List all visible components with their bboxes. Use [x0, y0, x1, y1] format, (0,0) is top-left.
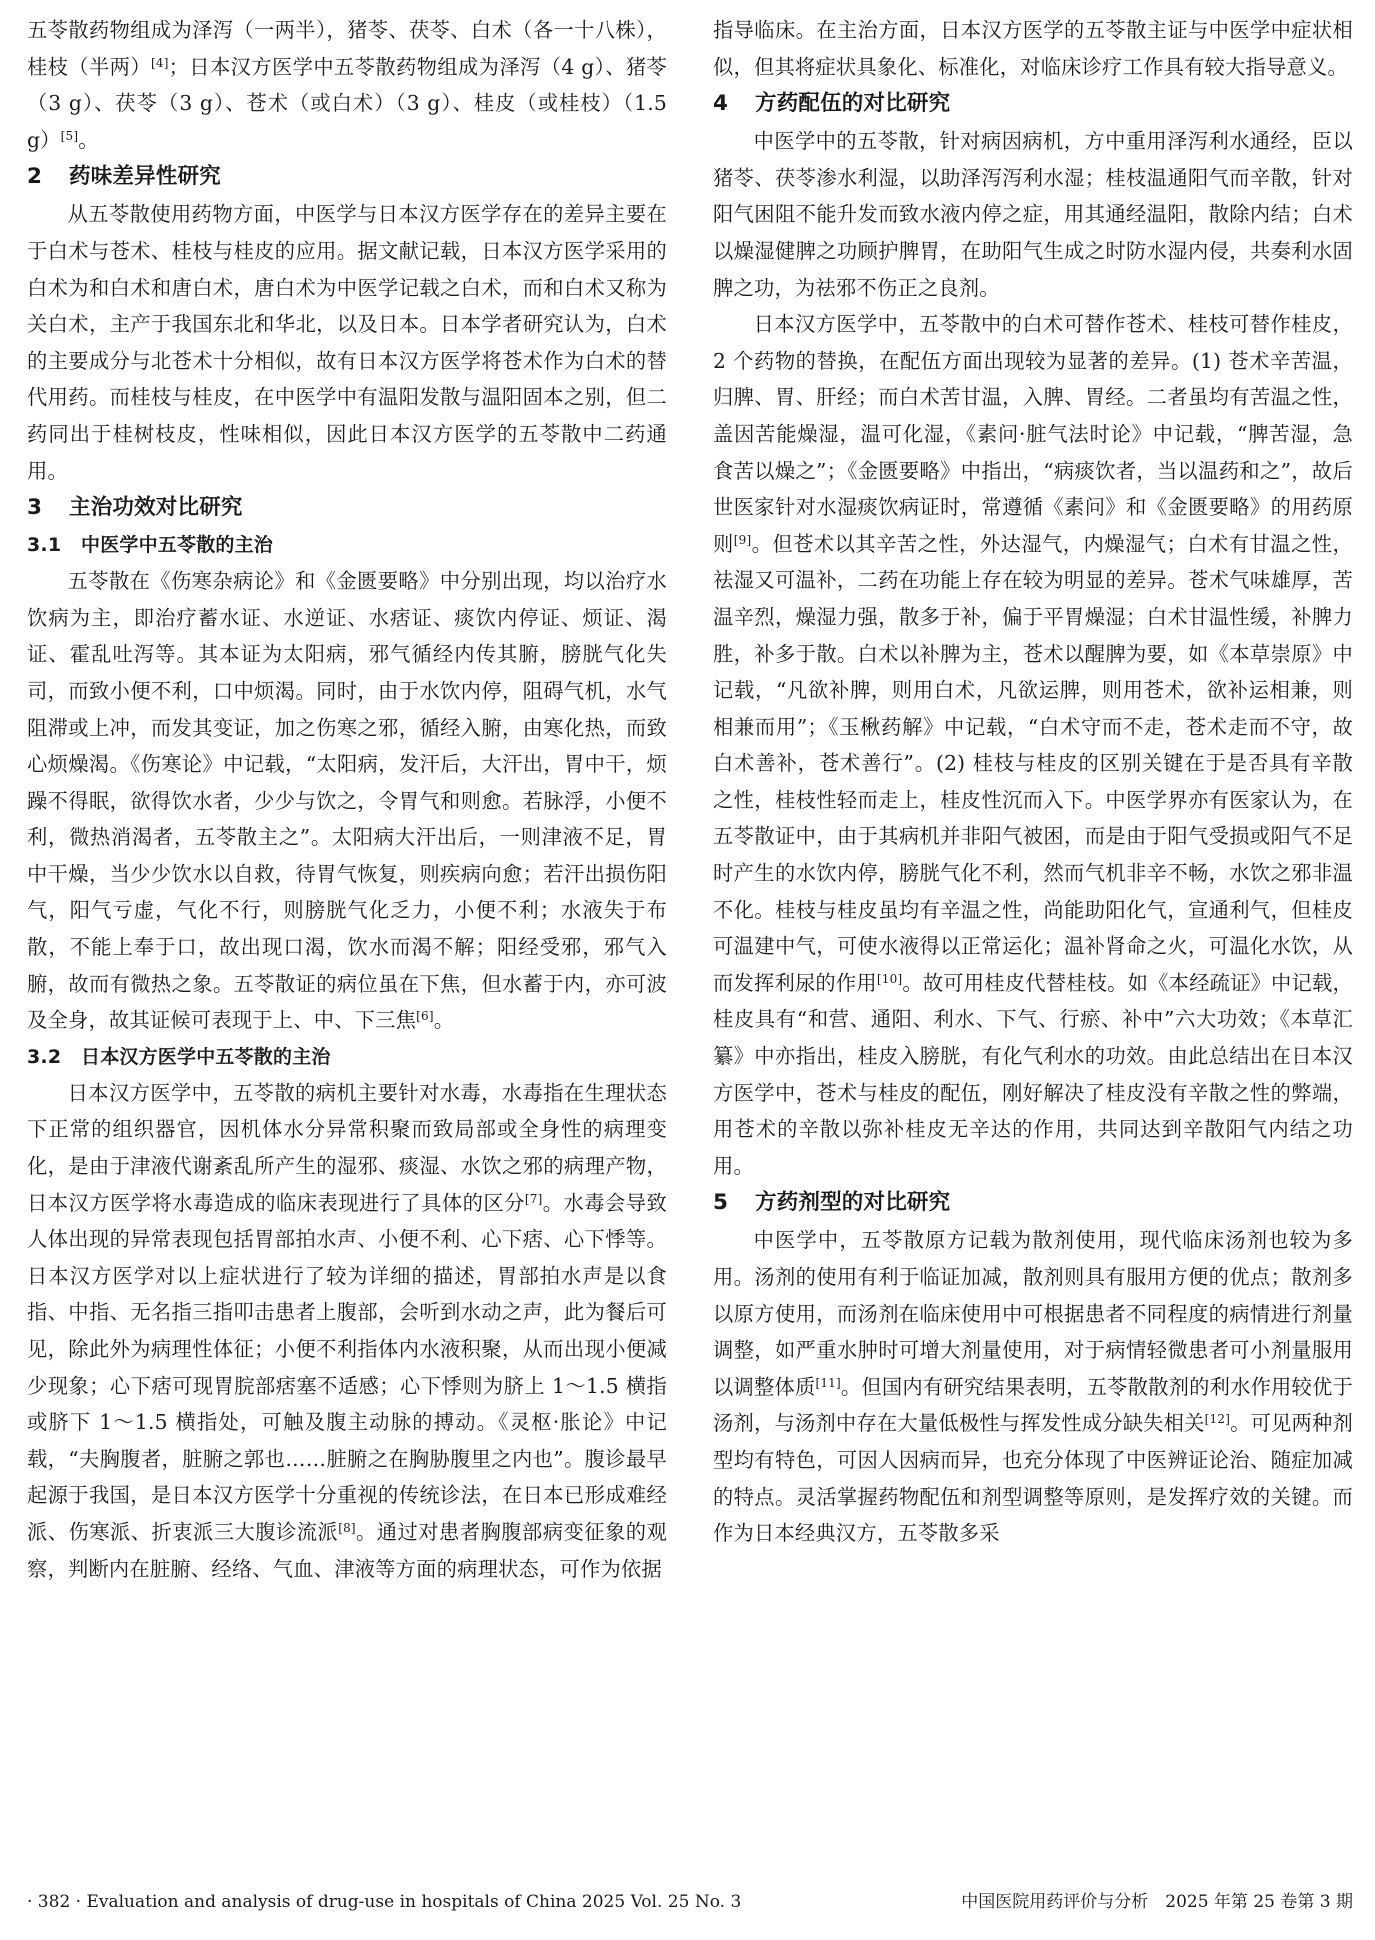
section-4-paragraph-2: [713, 306, 1353, 1184]
section-2-paragraph: 从五苓散使用药物方面，中医学与日本汉方医学存在的差异主要在于白术与苍术、桂枝与桂皮的应用。据文献记载，日本汉方医学采用的白术为和白术和唐白术，唐白术为中医学记载之白术，而和白术又称为关白术，主产于我国东北和华北，以及日本。日本学者研究认为，白术的主要成分与北苍术十分相似，故有日本汉方医学将苍术作为白术的替代用药。而桂枝与桂皮，在中医学中有温阳发散与温阳固本之别，但二药同出于桂树枝皮，性味相似，因此日本汉方医学的五苓散中二药通用。: [27, 202, 667, 483]
citation-ref: [10]: [876, 971, 903, 986]
citation-ref: [5]: [60, 128, 79, 143]
footer-journal-english: · 382 · Evaluation and analysis of drug-use in hospitals of China 2025 Vol. 25 No. 3: [27, 1892, 742, 1912]
text-span: 五苓散在《伤寒杂病论》和《金匮要略》中分别出现，均以治疗水饮病为主，即治疗蓄水证、水逆证、水痞证、痰饮内停证、烦证、渴证、霍乱吐泻等。其本证为太阳病，邪气循经内传其腑，膀胱气化失司，而致小便不利，口中烦渴。同时，由于水饮内停，阻碍气机，水气阻滞或上冲，而发其变证，加之伤寒之邪，循经入腑，由寒化热，而致心烦燥渴。《伤寒论》中记载，“太阳病，发汗后，大汗出，胃中干，烦躁不得眠，欲得饮水者，少少与饮之，令胃气和则愈。若脉浮，小便不利，微热消渴者，五苓散主之”。太阳病大汗出后，一则津液不足，胃中干燥，当少少饮水以自救，待胃气恢复，则疾病向愈；若汗出损伤阳气，阳气亏虚，气化不行，则膀胱气化乏力，小便不利；水液失于布散，不能上奉于口，故出现口渴，饮水而渴不解；阳经受邪，邪气入腑，故而有微热之象。五苓散证的病位虽在下焦，但水蓄于内，亦可波及全身，故其证候可表现于上、中、下三焦: [27, 569, 667, 1033]
text-span: 。: [433, 1008, 455, 1033]
subsection-number: 3.1: [27, 534, 62, 557]
left-column: [27, 12, 667, 1587]
section-4-paragraph-1: 中医学中的五苓散，针对病因病机，方中重用泽泻利水通经，臣以猪苓、茯苓渗水利湿，以助泽泻泻利水湿；桂枝温通阳气而辛散，针对阳气困阻不能升发而致水液内停之症，用其通经温阳，散除内结；白术以燥湿健脾之功顾护脾胃，在助阳气生成之时防水湿内侵，共奏利水固脾之功，为祛邪不伤正之良剂。: [713, 129, 1353, 300]
text-span: 。但国内有研究结果表明，五苓散散剂的利水作用较优于汤剂，与汤剂中存在大量低极性与挥发性成分缺失相关: [713, 1374, 1353, 1436]
section-title: 方药配伍的对比研究: [755, 91, 951, 117]
section-heading-2: [27, 158, 667, 196]
continuation-paragraph: 指导临床。在主治方面，日本汉方医学的五苓散主证与中医学中症状相似，但其将症状具象化、标准化，对临床诊疗工作具有较大指导意义。: [713, 18, 1353, 79]
text-span: 。但苍术以其辛苦之性，外达湿气，内燥湿气；白术有甘温之性，祛湿又可温补，二药在功能上存在较为明显的差异。苍术气味雄厚，苦温辛烈，燥湿力强，散多于补，偏于平胃燥湿；白术甘温性缓，补脾力胜，补多于散。白术以补脾为主，苍术以醒脾为要，如《本草崇原》中记载，“凡欲补脾，则用白术，凡欲运脾，则用苍术，欲补运相兼，则相兼而用”；《玉楸药解》中记载，“白术守而不走，苍术走而不守，故白术善补，苍术善行”。(2) 桂枝与桂皮的区别关键在于是否具有辛散之性，桂枝性轻而走上，桂皮性沉而入下。中医学界亦有医家认为，在五苓散证中，由于其病机并非阳气被困，而是由于阳气受损或阳气不足时产生的水饮内停，膀胱气化不利，然而气机非辛不畅，水饮之邪非温不化。桂枝与桂皮虽均有辛温之性，尚能助阳化气，宣通利气，但桂皮可温建中气，可使水液得以正常运化；温补肾命之火，可温化水饮，从而发挥利尿的作用: [713, 531, 1353, 995]
section-title: 方药剂型的对比研究: [755, 1190, 951, 1216]
subsection-title: 中医学中五苓散的主治: [81, 534, 274, 557]
text-span: 。故可用桂皮代替桂枝。如《本经疏证》中记载，桂皮具有“和营、通阳、利水、下气、行瘀、补中”六大功效；《本草汇纂》中亦指出，桂皮入膀胱，有化气利水的功效。由此总结出在日本汉方医学中，苍术与桂皮的配伍，刚好解决了桂皮没有辛散之性的弊端，用苍术的辛散以弥补桂皮无辛达的作用，共同达到辛散阳气内结之功用。: [713, 970, 1353, 1178]
subsection-heading-3-1: [27, 527, 667, 563]
citation-ref: [11]: [815, 1375, 841, 1390]
subsection-heading-3-2: [27, 1039, 667, 1075]
subsection-number: 3.2: [27, 1045, 62, 1068]
section-number: 4: [713, 91, 729, 117]
subsection-3-2-paragraph: [27, 1075, 667, 1587]
text-span: 日本汉方医学中，五苓散的病机主要针对水毒，水毒指在生理状态下正常的组织器官，因机体水分异常积聚而致局部或全身性的病理变化，是由于津液代谢紊乱所产生的湿邪、痰湿、水饮之邪的病理产物，日本汉方医学将水毒造成的临床表现进行了具体的区分: [27, 1080, 667, 1215]
text-span: 中医学中，五苓散原方记载为散剂使用，现代临床汤剂也较为多用。汤剂的使用有利于临证加减，散剂则具有服用方便的优点；散剂多以原方使用，而汤剂在临床使用中可根据患者不同程度的病情进行剂量调整，如严重水肿时可增大剂量使用，对于病情轻微患者可小剂量服用以调整体质: [713, 1228, 1353, 1399]
text-span: 。: [78, 127, 99, 152]
right-column: [713, 12, 1353, 1552]
citation-ref: [9]: [733, 532, 752, 547]
citation-ref: [4]: [151, 55, 169, 70]
text-span: ；日本汉方医学中五苓散药物组成为泽泻（4 g）、猪苓（3 g）、茯苓（3 g）、苍术（或白术）（3 g）、桂皮（或桂枝）（1.5 g）: [27, 54, 668, 152]
citation-ref: [12]: [1204, 1412, 1231, 1427]
text-span: 五苓散药物组成为泽泻（一两半），猪苓、茯苓、白术（各一十八株），桂枝（半两）: [27, 18, 667, 79]
intro-paragraph: [27, 12, 667, 158]
text-span: 。可见两种剂型均有特色，可因人因病而异，也充分体现了中医辨证论治、随症加减的特点。灵活掌握药物配伍和剂型调整等原则，是发挥疗效的关键。而作为日本经典汉方，五苓散多采: [713, 1411, 1353, 1546]
subsection-3-1-paragraph: [27, 563, 667, 1039]
text-span: 日本汉方医学中，五苓散中的白术可替作苍术、桂枝可替作桂皮，2 个药物的替换，在配伍方面出现较为显著的差异。(1) 苍术辛苦温，归脾、胃、肝经；而白术苦甘温，入脾、胃经。二者虽均有苦温之性，盖因苦能燥湿，温可化湿，《素问·脏气法时论》中记载，“脾苦湿，急食苦以燥之”；《金匮要略》中指出，“病痰饮者，当以温药和之”，故后世医家针对水湿痰饮病证时，常遵循《素问》和《金匮要略》的用药原则: [713, 312, 1353, 556]
citation-ref: [6]: [416, 1009, 434, 1024]
subsection-title: 日本汉方医学中五苓散的主治: [81, 1045, 331, 1068]
section-number: 3: [27, 495, 43, 521]
section-number: 5: [713, 1190, 729, 1216]
section-title: 药味差异性研究: [69, 164, 221, 190]
citation-ref: [7]: [524, 1191, 543, 1206]
section-heading-4: [713, 85, 1353, 123]
section-title: 主治功效对比研究: [69, 495, 243, 521]
text-span: 。水毒会导致人体出现的异常表现包括胃部拍水声、小便不利、心下痞、心下悸等。日本汉方医学对以上症状进行了较为详细的描述，胃部拍水声是以食指、中指、无名指三指叩击患者上腹部，会听到水动之声，此为餐后可见，除此外为病理性体征；小便不利指体内水液积聚，从而出现小便减少现象；心下痞可现胃脘部痞塞不适感；心下悸则为脐上 1～1.5 横指或脐下 1～1.5 横指处，可触及腹主动脉的搏动。《灵枢·胀论》中记载，“夫胸腹者，脏腑之郭也……脏腑之在胸胁腹里之内也”。腹诊最早起源于我国，是日本汉方医学十分重视的传统诊法，在日本已形成难经派、伤寒派、折衷派三大腹诊流派: [27, 1190, 667, 1544]
section-heading-3: [27, 489, 667, 527]
section-heading-5: [713, 1184, 1353, 1222]
section-number: 2: [27, 164, 43, 190]
text-span: 。通过对患者胸腹部病变征象的观察，判断内在脏腑、经络、气血、津液等方面的病理状态，可作为依据: [27, 1519, 667, 1581]
citation-ref: [8]: [338, 1520, 356, 1535]
footer-journal-chinese: 中国医院用药评价与分析 2025 年第 25 卷第 3 期: [961, 1892, 1353, 1912]
section-5-paragraph: [713, 1222, 1353, 1551]
